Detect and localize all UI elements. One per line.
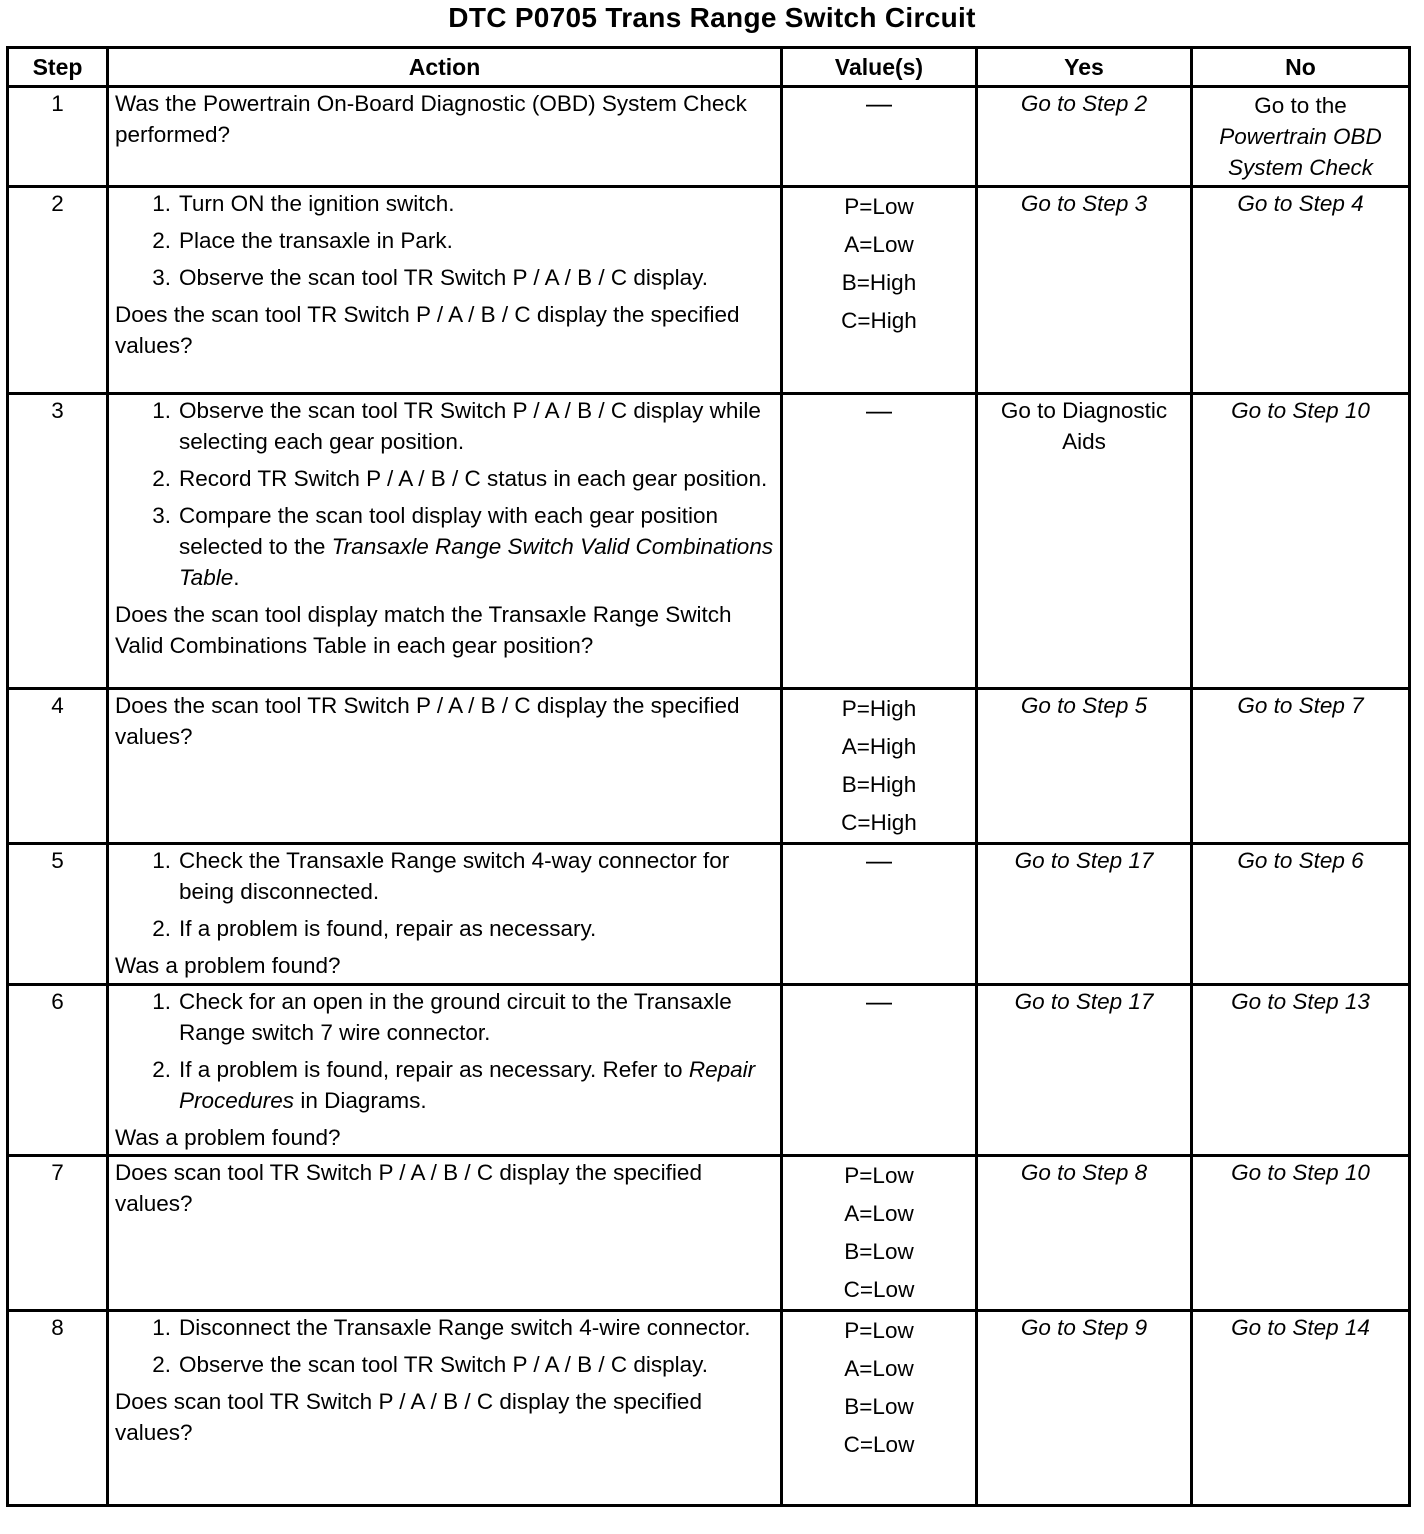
action-cell <box>108 1156 782 1311</box>
yes-cell: Go to Step 8 <box>977 1156 1192 1311</box>
yes-cell: Go to Step 17 <box>977 985 1192 1156</box>
step-number: 1 <box>8 87 108 187</box>
action-step: 2. If a problem is found, repair as necessary. <box>152 916 597 941</box>
action-steps <box>115 845 774 944</box>
no-cell: Go to Step 10 <box>1192 394 1410 689</box>
action-step: 2. If a problem is found, repair as necessary. Refer to Repair Procedures in Diagrams. <box>152 1057 756 1113</box>
step-number: 7 <box>8 1156 108 1311</box>
step-number: 8 <box>8 1311 108 1506</box>
header-yes: Yes <box>977 48 1192 87</box>
step-number: 5 <box>8 844 108 985</box>
action-question: Does scan tool TR Switch P / A / B / C display the specified values? <box>115 1160 702 1216</box>
step-number: 3 <box>8 394 108 689</box>
no-cell <box>1192 87 1410 187</box>
action-steps <box>115 986 774 1116</box>
action-step: 2. Place the transaxle in Park. <box>152 228 453 253</box>
value-cell <box>782 1311 977 1506</box>
value-line: B=Low <box>844 1394 914 1419</box>
no-cell: Go to Step 10 <box>1192 1156 1410 1311</box>
action-question: Does the scan tool display match the Transaxle Range Switch Valid Combinations Table in each gear position? <box>115 602 732 658</box>
value-line: C=Low <box>843 1432 915 1457</box>
no-cell: Go to Step 7 <box>1192 689 1410 844</box>
action-steps <box>115 188 774 293</box>
action-steps <box>115 395 774 593</box>
action-step: 1. Check for an open in the ground circuit to the Transaxle Range switch 7 wire connector. <box>152 989 732 1045</box>
value-line: P=Low <box>844 194 914 219</box>
yes-cell: Go to Step 9 <box>977 1311 1192 1506</box>
value-line: P=High <box>841 696 917 721</box>
action-question: Was a problem found? <box>115 1125 341 1150</box>
header-values: Value(s) <box>782 48 977 87</box>
value-line: P=Low <box>844 1163 914 1188</box>
yes-cell: Go to Step 2 <box>977 87 1192 187</box>
action-question: Does scan tool TR Switch P / A / B / C display the specified values? <box>115 1389 702 1445</box>
diagnostic-table <box>6 46 1411 1507</box>
action-question: Does the scan tool TR Switch P / A / B / C display the specified values? <box>115 693 740 749</box>
value-cell: — <box>782 394 977 689</box>
action-steps <box>115 1312 774 1380</box>
reference-link-text: Repair Procedures <box>179 1057 756 1113</box>
yes-cell: Go to Step 5 <box>977 689 1192 844</box>
header-row <box>8 48 1410 87</box>
value-cell <box>782 1156 977 1311</box>
action-cell <box>108 1311 782 1506</box>
action-question: Does the scan tool TR Switch P / A / B / C display the specified values? <box>115 302 740 358</box>
action-cell <box>108 985 782 1156</box>
table-row <box>8 844 1410 985</box>
table-row <box>8 1311 1410 1506</box>
no-cell: Go to Step 13 <box>1192 985 1410 1156</box>
no-cell: Go to Step 14 <box>1192 1311 1410 1506</box>
value-line: B=Low <box>844 1239 914 1264</box>
action-cell <box>108 87 782 187</box>
header-step: Step <box>8 48 108 87</box>
value-line: A=Low <box>844 232 914 257</box>
action-step: 3. Compare the scan tool display with each gear position selected to the Transaxle Range Switch Valid Combinations Table. <box>152 503 774 590</box>
action-question: Was the Powertrain On-Board Diagnostic (OBD) System Check performed? <box>115 91 747 147</box>
no-cell: Go to Step 4 <box>1192 187 1410 394</box>
value-line: P=Low <box>844 1318 914 1343</box>
no-cell: Go to Step 6 <box>1192 844 1410 985</box>
table-row <box>8 394 1410 689</box>
value-line: B=High <box>841 772 917 797</box>
action-step: 1. Turn ON the ignition switch. <box>152 191 455 216</box>
value-line: A=Low <box>844 1356 914 1381</box>
action-step: 2. Record TR Switch P / A / B / C status in each gear position. <box>152 466 768 491</box>
action-step: 3. Observe the scan tool TR Switch P / A / B / C display. <box>152 265 708 290</box>
page-title: DTC P0705 Trans Range Switch Circuit <box>448 2 976 33</box>
action-question: Was a problem found? <box>115 953 341 978</box>
value-line: A=Low <box>844 1201 914 1226</box>
value-line: A=High <box>841 734 917 759</box>
table-row <box>8 985 1410 1156</box>
table-row <box>8 689 1410 844</box>
table-row <box>8 87 1410 187</box>
value-line: B=High <box>841 270 917 295</box>
table-row <box>8 187 1410 394</box>
action-cell <box>108 844 782 985</box>
yes-cell: Go to Step 3 <box>977 187 1192 394</box>
action-step: 1. Observe the scan tool TR Switch P / A / B / C display while selecting each gear position. <box>152 398 761 454</box>
action-cell <box>108 394 782 689</box>
value-cell: — <box>782 985 977 1156</box>
value-line: C=Low <box>843 1277 915 1302</box>
header-no: No <box>1192 48 1410 87</box>
value-cell: — <box>782 87 977 187</box>
value-cell <box>782 689 977 844</box>
yes-cell: Go to Step 17 <box>977 844 1192 985</box>
no-reference: Powertrain OBD System Check <box>1219 124 1382 180</box>
no-text: Go to the <box>1254 93 1347 118</box>
yes-cell: Go to Diagnostic Aids <box>977 394 1192 689</box>
step-number: 6 <box>8 985 108 1156</box>
table-row <box>8 1156 1410 1311</box>
step-number: 4 <box>8 689 108 844</box>
action-step: 2. Observe the scan tool TR Switch P / A / B / C display. <box>152 1352 708 1377</box>
action-cell <box>108 187 782 394</box>
header-action: Action <box>108 48 782 87</box>
value-cell: — <box>782 844 977 985</box>
reference-link-text: Transaxle Range Switch Valid Combinations Table <box>179 534 774 590</box>
value-cell <box>782 187 977 394</box>
value-line: C=High <box>841 810 917 835</box>
action-cell <box>108 689 782 844</box>
action-step: 1. Check the Transaxle Range switch 4-way connector for being disconnected. <box>152 848 730 904</box>
value-line: C=High <box>841 308 917 333</box>
action-step: 1. Disconnect the Transaxle Range switch 4-wire connector. <box>152 1315 751 1340</box>
step-number: 2 <box>8 187 108 394</box>
